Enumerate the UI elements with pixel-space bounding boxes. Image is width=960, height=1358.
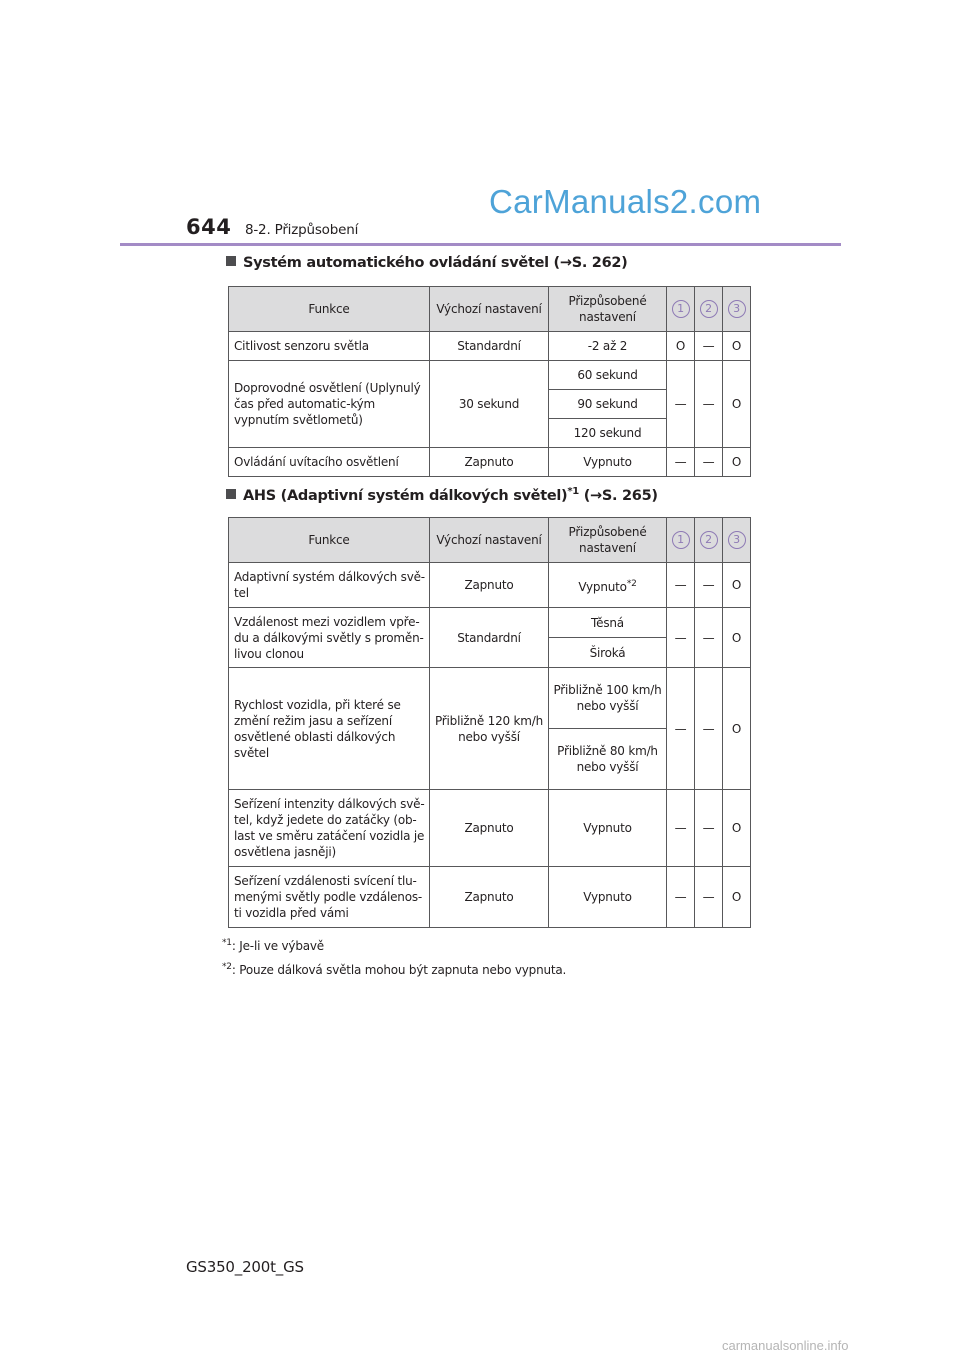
table-header-row — [229, 518, 751, 563]
table-row — [229, 563, 751, 608]
col-2 — [695, 518, 723, 563]
cell-prizp: 90 sekund — [549, 390, 667, 419]
footnote-1-text: : Je-li ve výbavě — [231, 939, 324, 953]
square-bullet-icon — [226, 489, 236, 499]
cell-vychozi: Zapnuto — [430, 448, 549, 477]
cell-prizp: Vypnuto — [549, 867, 667, 928]
chapter-title: 8-2. Přizpůsobení — [245, 222, 359, 238]
col-prizpusobene: Přizpůsobené nastavení — [549, 287, 667, 332]
cell-c2: — — [695, 790, 723, 867]
table-row — [229, 361, 751, 390]
cell-c3: O — [723, 448, 751, 477]
model-code: GS350_200t_GS — [186, 1258, 304, 1276]
col-vychozi: Výchozí nastavení — [430, 287, 549, 332]
header-rule — [120, 243, 841, 246]
cell-funkce: Seřízení intenzity dálkových svě-tel, když jedete do zatáčky (ob-last ve směru zatáčení vozidla je osvětlena jasněji) — [229, 790, 430, 867]
col-1 — [667, 287, 695, 332]
cell-prizp: Vypnuto — [549, 790, 667, 867]
cell-vychozi: Standardní — [430, 332, 549, 361]
col-3 — [723, 518, 751, 563]
cell-vychozi: Přibližně 120 km/h nebo vyšší — [430, 668, 549, 790]
cell-vychozi: Zapnuto — [430, 563, 549, 608]
footnote-2-mark: *2 — [222, 962, 232, 972]
circled-1-icon: 1 — [672, 300, 690, 318]
table-row — [229, 332, 751, 361]
ahs-table — [228, 517, 751, 928]
cell-prizp: -2 až 2 — [549, 332, 667, 361]
table-row — [229, 608, 751, 638]
col-funkce: Funkce — [229, 287, 430, 332]
cell-c3: O — [723, 608, 751, 668]
cell-funkce: Rychlost vozidla, při které se změní režim jasu a seřízení osvětlené oblasti dálkových světel — [229, 668, 430, 790]
circled-2-icon: 2 — [700, 531, 718, 549]
cell-vychozi: Zapnuto — [430, 867, 549, 928]
col-2 — [695, 287, 723, 332]
square-bullet-icon — [226, 256, 236, 266]
cell-c2: — — [695, 361, 723, 448]
cell-c3: O — [723, 668, 751, 790]
footnote-mark: *2 — [626, 578, 637, 589]
cell-c3: O — [723, 790, 751, 867]
table-header-row — [229, 287, 751, 332]
site-watermark: carmanualsonline.info — [722, 1338, 849, 1353]
cell-funkce: Ovládání uvítacího osvětlení — [229, 448, 430, 477]
cell-c1: — — [667, 448, 695, 477]
prizp-text: Vypnuto — [578, 579, 627, 594]
cell-c3: O — [723, 361, 751, 448]
cell-vychozi: Zapnuto — [430, 790, 549, 867]
cell-c2: — — [695, 448, 723, 477]
cell-c1: — — [667, 361, 695, 448]
page-number: 644 — [186, 215, 232, 239]
cell-c1: — — [667, 668, 695, 790]
section-heading-ahs — [226, 486, 658, 504]
footnote-1-mark: *1 — [222, 938, 232, 948]
cell-c2: — — [695, 332, 723, 361]
cell-c2: — — [695, 867, 723, 928]
cell-funkce: Citlivost senzoru světla — [229, 332, 430, 361]
cell-c3: O — [723, 563, 751, 608]
cell-prizp: 120 sekund — [549, 419, 667, 448]
cell-prizp: Přibližně 80 km/h nebo vyšší — [549, 729, 667, 790]
col-funkce: Funkce — [229, 518, 430, 563]
cell-c1: — — [667, 563, 695, 608]
cell-prizp: 60 sekund — [549, 361, 667, 390]
cell-c2: — — [695, 608, 723, 668]
cell-c1: — — [667, 790, 695, 867]
cell-prizp: Těsná — [549, 608, 667, 638]
cell-c1: — — [667, 867, 695, 928]
heading-reference: (→S. 265) — [578, 487, 658, 504]
watermark-logo: CarManuals2.com — [489, 183, 762, 220]
heading-text: AHS (Adaptivní systém dálkových světel) — [243, 487, 568, 504]
col-1 — [667, 518, 695, 563]
cell-c2: — — [695, 563, 723, 608]
circled-3-icon: 3 — [728, 531, 746, 549]
cell-funkce: Vzdálenost mezi vozidlem vpře-du a dálkovými světly s proměn-livou clonou — [229, 608, 430, 668]
lights-table — [228, 286, 751, 477]
heading-footnote-mark: *1 — [567, 486, 579, 497]
table-row — [229, 668, 751, 729]
cell-prizp: Široká — [549, 638, 667, 668]
cell-c3: O — [723, 332, 751, 361]
cell-c2: — — [695, 668, 723, 790]
cell-prizp: Vypnuto — [549, 448, 667, 477]
cell-c1: O — [667, 332, 695, 361]
footnote-1 — [222, 938, 324, 953]
cell-funkce: Adaptivní systém dálkových svě-tel — [229, 563, 430, 608]
cell-vychozi: 30 sekund — [430, 361, 549, 448]
section-heading-lights — [226, 255, 628, 271]
circled-1-icon: 1 — [672, 531, 690, 549]
col-vychozi: Výchozí nastavení — [430, 518, 549, 563]
table-row — [229, 448, 751, 477]
cell-prizp — [549, 563, 667, 608]
cell-c1: — — [667, 608, 695, 668]
col-3 — [723, 287, 751, 332]
cell-c3: O — [723, 867, 751, 928]
cell-funkce: Seřízení vzdálenosti svícení tlu-menými světly podle vzdálenos-ti vozidla před vámi — [229, 867, 430, 928]
cell-vychozi: Standardní — [430, 608, 549, 668]
table-row — [229, 790, 751, 867]
heading-text: Systém automatického ovládání světel (→S. 262) — [243, 255, 628, 271]
circled-2-icon: 2 — [700, 300, 718, 318]
footnote-2-text: : Pouze dálková světla mohou být zapnuta nebo vypnuta. — [231, 963, 567, 977]
footnote-2 — [222, 962, 566, 977]
table-row — [229, 867, 751, 928]
cell-prizp: Přibližně 100 km/h nebo vyšší — [549, 668, 667, 729]
cell-funkce: Doprovodné osvětlení (Uplynulý čas před automatic-kým vypnutím světlometů) — [229, 361, 430, 448]
col-prizpusobene: Přizpůsobené nastavení — [549, 518, 667, 563]
circled-3-icon: 3 — [728, 300, 746, 318]
